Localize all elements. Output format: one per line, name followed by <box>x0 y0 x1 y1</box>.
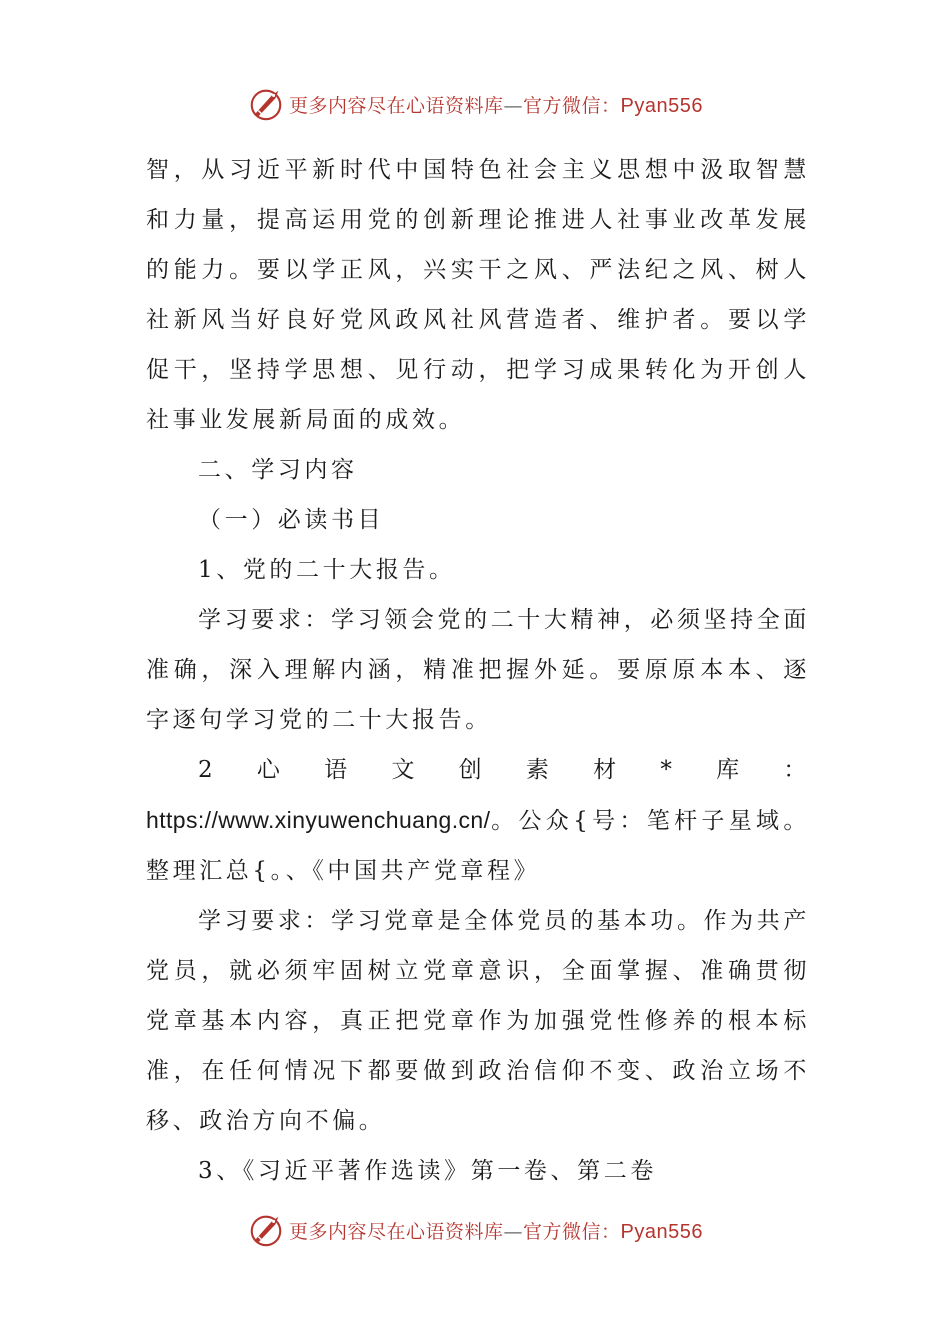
banner-title: 更多内容尽在心语资料库 <box>289 1220 504 1243</box>
banner-wechat-label: 官方微信： <box>523 1220 621 1243</box>
pen-nib-logo-icon <box>247 1211 285 1249</box>
banner-separator: — <box>503 94 524 117</box>
footer-banner <box>0 1208 950 1252</box>
banner-wechat-id: Pyan556 <box>620 94 703 117</box>
document-body <box>146 145 810 1196</box>
reading-item-1: 1、党的二十大报告。 <box>198 557 456 583</box>
requirement-item-1: 学习要求：学习领会党的二十大精神，必须坚持全面准确，深入理解内涵，精准把握外延。要原原本本、逐字逐句学习党的二十大报告。 <box>146 607 810 733</box>
banner-title: 更多内容尽在心语资料库 <box>289 94 504 117</box>
requirement-item-2: 学习要求：学习党章是全体党员的基本功。作为共产党员，就必须牢固树立党章意识，全面掌握、准确贯彻党章基本内容，真正把党章作为加强党性修养的根本标准，在任何情况下都要做到政治信仰不变、政治立场不移、政治方向不偏。 <box>146 908 810 1134</box>
banner-wechat-label: 官方微信： <box>523 94 621 117</box>
header-banner <box>0 82 950 126</box>
banner-wechat-id: Pyan556 <box>620 1220 703 1243</box>
subsection-heading-required-reading: （一）必读书目 <box>198 507 385 533</box>
banner-separator: — <box>503 1220 524 1243</box>
reading-item-2-rest: 。公众{号：笔杆子星域。整理汇总{。、《中国共产党章程》 <box>146 808 810 884</box>
reading-item-2-url: https://www.xinyuwenchuang.cn/ <box>146 807 491 833</box>
paragraph-continuation: 智，从习近平新时代中国特色社会主义思想中汲取智慧和力量，提高运用党的创新理论推进人社事业改革发展的能力。要以学正风，兴实干之风、严法纪之风、树人社新风当好良好党风政风社风营造者、维护者。要以学促干，坚持学思想、见行动，把学习成果转化为开创人社事业发展新局面的成效。 <box>146 157 810 433</box>
pen-nib-logo-icon <box>247 85 285 123</box>
reading-item-2-prefix: 2心语文创素材*库： <box>198 757 810 783</box>
banner-text <box>289 91 703 118</box>
section-heading-study-content: 二、学习内容 <box>198 457 358 483</box>
banner-text <box>289 1217 703 1244</box>
reading-item-3: 3、《习近平著作选读》第一卷、第二卷 <box>198 1158 657 1184</box>
reading-item-2 <box>146 745 810 896</box>
